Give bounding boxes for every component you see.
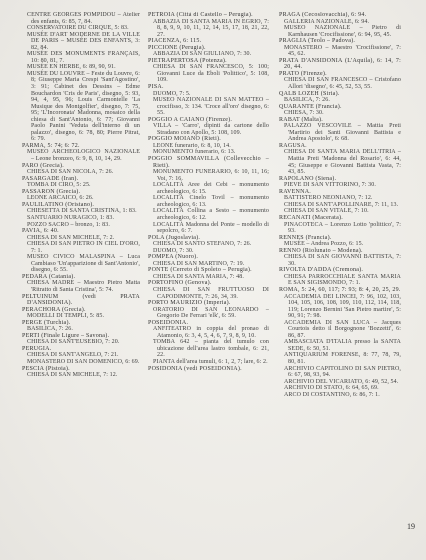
index-entry: ACCADEMIA DEI LINCEI, 7: 96, 102, 103, 104, 105, 106, 108, 109, 110, 112, 114, 118, 119; Lorenzo Bernini 'San Pietro martire', 5: 90, 91; 7: 98.	[284, 293, 401, 320]
index-entry: ABBAZIA DI SAN GIULIANO, 7: 30.	[153, 51, 252, 58]
index-place-heading: PRATA D'ANSIDONIA (L'Aquila), 6: 14, 7: 20, 44.	[279, 57, 401, 71]
index-entry: DUOMO, 7: 30.	[153, 247, 194, 254]
index-place-heading: PETROIA (Città di Castello – Perugia).	[148, 12, 253, 18]
index-place-heading: POLA (Jugoslavia).	[148, 234, 201, 241]
index-place-heading: RECANATI (Macerata).	[279, 214, 343, 221]
index-place-heading: PONTE (Cerreto di Spoleto – Perugia).	[148, 267, 252, 274]
index-entry: POZZO SACRO – bronzo, 1: 83.	[27, 221, 110, 228]
index-entry: LOCALITÀ Madonna del Ponte – modello di sepolcro, 6: 7.	[153, 221, 269, 235]
index-place-heading: QUARANTE (Francia).	[279, 103, 342, 110]
index-entry: PIEVE DI SAN VITTORINO, 7: 30.	[284, 182, 376, 189]
index-entry: CHIESA DI SAN MICHELE, 7: 2.	[27, 234, 115, 241]
index-entry: ANFITEATRO in coppia del pronao di Atamonio, 6: 3, 4, 5, 4, 6, 7, 9, 8, 9, 10.	[153, 326, 269, 339]
index-entry: PIANTA dell'area tumuli, 6: 1, 2, 7; lare, 6: 2.	[153, 358, 268, 365]
index-entry: CHIESA DI SANT'APOLLINARE, 7: 11, 13.	[284, 201, 399, 208]
index-place-heading: PAULILATINO (Oristano).	[22, 201, 95, 208]
index-place-heading: PASSARON (Grecia).	[22, 188, 81, 195]
index-place-heading: ROMA, 5: 24, 60, 117; 7: 93; 8: 4, 20, 25, 29.	[279, 286, 401, 293]
index-entry: TOMBA 642 – pianta del tumulo con ubicazione dell'area lastro tombale, 6: 21, 22.	[153, 339, 269, 359]
index-entry: LOCALITÀ Aree dei Cebi – monumento archeologico, 6: 15.	[153, 182, 269, 195]
index-place-heading: RAVENNA.	[279, 188, 312, 195]
index-entry: MUSÉE – Andrea Pozzo, 6: 15.	[284, 241, 364, 248]
index-place-heading: PERTI (Finale Ligure – Savona).	[22, 332, 110, 339]
index-entry: PINACOTECA – Lorenzo Lotto 'polittico', 7: 93.	[284, 221, 401, 235]
index-place-heading: PELTUINUM (vedi PRATA D'ANSIDONIA).	[22, 293, 140, 307]
index-entry: MUSÉE DES MONUMENTS FRANÇAIS, 10: 80, 81, 7.	[27, 51, 140, 64]
index-place-heading: RAGUSA.	[279, 142, 307, 149]
index-entry: CHIESETTA DI SANTA CRISTINA, 1: 83.	[27, 208, 137, 215]
index-place-heading: QALB LOZEH (Siria).	[279, 90, 340, 97]
index-entry: CHIESA MADRE – Maestro Pietro Matta 'Ritratto di Santa Cristina', 5: 74.	[27, 280, 140, 293]
index-entry: MUSEO CIVICO MALASPINA – Luca Cambiaso 'Un'apparizione di Sant'Antonio', disegno, 6: 55.	[27, 254, 140, 274]
index-place-heading: PORTOFINO (Genova).	[148, 280, 212, 287]
index-place-heading: PERGE (Turchia).	[22, 319, 71, 326]
index-place-heading: PRATO (Firenze).	[279, 70, 327, 77]
index-place-heading: PIACENZA, 6: 115.	[148, 38, 202, 45]
index-entry: MUSEO NAZIONALE DI SAN MATTEO – crocifisso, 3: 134. 'Croce all'oro' disegno, 6: 55.	[153, 97, 269, 117]
index-place-heading: PRAGLIA (Teolo – Padova).	[279, 38, 356, 45]
index-entry: CHIESA DI SAN FRANCESCO, 5: 100; Giovanni Luce da Eboli 'Polittico', 5: 108, 109.	[153, 64, 269, 84]
index-column-right	[279, 12, 401, 518]
index-place-heading: RENNO (Riolunato – Modena).	[279, 247, 363, 254]
index-entry: CHIESA, 7: 30.	[284, 110, 324, 117]
index-place-heading: POGGIO A CAIANO (Firenze).	[148, 116, 233, 123]
index-entry: GALLERIA NAZIONALE, 6: 94.	[284, 18, 370, 25]
index-place-heading: POGGIO MOIANO (Rieti).	[148, 136, 221, 143]
index-entry: MONASTERO DI SAN DOMENICO, 6: 69.	[27, 358, 140, 365]
index-entry: AMBASCIATA D'ITALIA presso la SANTA SEDE, 6: 50, 51.	[284, 339, 401, 352]
index-entry: CHIESA DI SAN MARTINO, 7: 19.	[153, 260, 245, 267]
index-place-heading: PISA.	[148, 84, 164, 91]
index-entry: ARCHIVIO CAPITOLINO DI SAN PIETRO, 6: 67, 98, 93, 94.	[284, 365, 401, 379]
index-place-heading: PICCIONE (Perugia).	[148, 44, 206, 51]
index-entry: CHIESA DI SANTA MARIA, 7: 48.	[153, 273, 244, 280]
index-entry: LEONE funerario, 6: 8, 10, 14.	[153, 142, 231, 149]
index-entry: ACCADEMIA DI SAN LUCA – Jacques Courtois detto il Borgognone 'Bozzetti', 6: 86, 87.	[284, 319, 401, 339]
index-entry: TOMBA DI CIRO, 5: 25.	[27, 182, 91, 189]
index-place-heading: PASARGADE (Iran).	[22, 175, 79, 182]
index-entry: ARCHIVIO DEL VICARIATO, 6: 49, 52, 54.	[284, 378, 399, 385]
index-entry: ANTIQUARIUM FORENSE, 8: 77, 78, 79, 80, 81.	[284, 352, 401, 365]
index-entry: CHIESA DI SANTO STEFANO, 7: 26.	[153, 241, 252, 248]
index-entry: BASILICA, 7: 26.	[27, 326, 73, 333]
index-place-heading: PARMA, 5: 74; 6: 72.	[22, 142, 80, 149]
index-entry: CHIESA PARROCCHIALE SANTA MARIA E SAN SIGISMONDO, 7: 1.	[284, 273, 401, 287]
index-entry: CENTRE GEORGES POMPIDOU – Atelier des enfants, 6: 85, 7, 84.	[27, 12, 140, 25]
index-entry: BATTISTERO NEONIANO, 7: 12.	[284, 195, 373, 202]
index-entry: MONASTERO – Maestro 'Crocifissione', 7: 45, 62.	[284, 44, 401, 58]
index-entry: MONUMENTO funerario, 6: 13.	[153, 149, 236, 156]
index-entry: DUOMO, 7: 5.	[153, 90, 191, 97]
index-place-heading: PEDARA (Catania).	[22, 273, 76, 280]
index-place-heading: POSIDONIA (vedi POSEIDONIA).	[148, 365, 242, 372]
index-entry: LOCALITÀ Collina a Sesto – monumento archeologico, 6: 12.	[153, 208, 269, 221]
index-place-heading: RENNES (Francia).	[279, 234, 332, 241]
index-column-left	[22, 12, 140, 518]
index-place-heading: PERUGIA.	[22, 345, 52, 352]
index-entry: ARCO DI COSTANTINO, 6: 86, 7: 1.	[284, 391, 380, 398]
index-entry: ARCHIVIO DI STATO, 6: 64, 65, 69.	[284, 385, 379, 392]
index-place-heading: RAPOLANO (Siena).	[279, 175, 337, 182]
index-entry: CHIESA DI SAN FRUTTUOSO DI CAPODIMONTE, 7: 26, 34, 39.	[153, 286, 269, 300]
index-place-heading: PESCIA (Pistoia).	[22, 365, 70, 372]
index-entry: CHIESA DI SAN GIOVANNI BATTISTA, 7: 30.	[284, 254, 401, 267]
index-entry: CHIESA DI SANTA MARIA DELL'ITRIA – Mattia Preti 'Madonna del Rosario', 6: 44, 45; Giuseppe e Giovanni Battista Vasta, 7: 43, 85.	[284, 149, 401, 176]
index-place-heading: RABAT (Malta).	[279, 116, 324, 123]
index-entry: MUSEO ARCHEOLOGICO NAZIONALE – Leone bronzeo, 6: 9, 8, 10, 14, 29.	[27, 149, 140, 163]
index-entry: LEONE ARCAICO, 6: 26.	[27, 195, 94, 202]
index-entry: MUSEO NAZIONALE – Pietro di Karnhausen 'Crocifissione', 6: 94, 95, 45.	[284, 25, 401, 38]
index-entry: MUSÉE EN HERBE, 6: 89, 90, 91.	[27, 64, 116, 71]
index-entry: ABBAZIA DI SANTA MARIA IN EGRIO, 7: 8, 8, 9, 9, 10, 11, 12, 14, 15, 17, 18, 21, 22, 27.	[153, 18, 269, 38]
index-place-heading: PAVIA, 6: 40.	[22, 228, 59, 235]
index-entry: CHIESA DI SANT'ANGELO, 7: 21.	[27, 352, 119, 359]
index-entry: CHIESA DI SAN VITALE, 7: 10.	[284, 208, 369, 215]
index-place-heading: RIVOLTA D'ADDA (Cremona).	[279, 267, 364, 274]
index-entry: MONUMENTO FUNERARIO, 6: 10, 11, 16; Voi, 7: 16.	[153, 169, 269, 182]
index-place-heading: POSEIDONIA.	[148, 319, 189, 326]
index-entry: VILLA – 'Carro', dipinti da cartone dello Stradano con Apollo, 5: 108, 109.	[153, 123, 269, 136]
index-place-heading: POMPEA (Nuoro).	[148, 254, 199, 261]
index-place-heading: PORTO MAURIZIO (Imperia).	[148, 300, 231, 307]
index-entry: CONSERVATOIRE DU CIRQUE, 5: 83.	[27, 25, 129, 32]
index-entry: SANTUARIO NURAGICO, 1: 83.	[27, 214, 115, 221]
index-entry: ORATORIO DI SAN LEONARDO – Gregorio De Ferrari 'elk', 6: 59.	[153, 306, 269, 320]
index-entry: BASILICA, 7: 26.	[284, 97, 330, 104]
index-entry: MUSÉE DU LOUVRE – Feste du Louvre, 6: 8; Giuseppe Maria Crespi 'Sant'Agostino', 3: 91; Cabinet des Dessins – Edme Bouchardon 'Cris de Paris', disegno, 5: 93, 94, 4, 95, 96; Louis Carmontelle 'La Musique des Montgolfier', disegno, 7: 75, 95; 'L'Incoronata' Madonna, mosaico della chiesa di Sant'Antonio, 6: 77; Giovanni Paolo Panini 'Veduta dell'interno di un palazzo', disegno, 6: 78, 80; Pierre Pitrat, 6: 79.	[27, 70, 140, 143]
index-entry: MODELLI DI TEMPLI, 5: 85.	[27, 313, 105, 320]
index-column-middle	[148, 12, 269, 518]
index-place-heading: PERACHORA (Grecia).	[22, 306, 86, 313]
index-place-heading: POGGIO SOMMAVILLA (Collevecchio – Rieti).	[148, 156, 269, 169]
index-place-heading: PARO (Grecia).	[22, 162, 64, 169]
index-entry: CHIESA DI SANT'EUSEBIO, 7: 20.	[27, 339, 120, 346]
index-entry: CHIESA DI SAN MICHELE, 7: 12.	[27, 372, 118, 379]
page-number: 19	[407, 522, 415, 531]
index-entry: CHIESA DI SAN PIETRO IN CIEL D'ORO, 7: 1.	[27, 241, 140, 254]
index-entry: PALAZZO VESCOVILE – Mattia Preti 'Martirio dei Santi Giovanni Battista e Andrea Apostolo', 6: 68.	[284, 123, 401, 143]
index-place-heading: PIETRAPERTOSA (Potenza).	[148, 57, 227, 64]
index-entry: CHIESA DI SAN NICOLA, 7: 26.	[27, 169, 114, 176]
index-entry: LOCALITÀ Cinelo Tovil – monumento archeologico, 6: 13.	[153, 195, 269, 208]
index-entry: MUSÉE D'ART MODERNE DE LA VILLE DE PARIS – MUSÉE DES ENFANTS, 3: 82, 84.	[27, 31, 140, 51]
index-entry: CHIESA DI SAN FRANCESCO – Cristofano Allori 'disegno', 6: 45, 52, 53, 55.	[284, 77, 401, 91]
index-place-heading: PRAGA (Cecoslovacchia), 6: 94.	[279, 12, 367, 18]
